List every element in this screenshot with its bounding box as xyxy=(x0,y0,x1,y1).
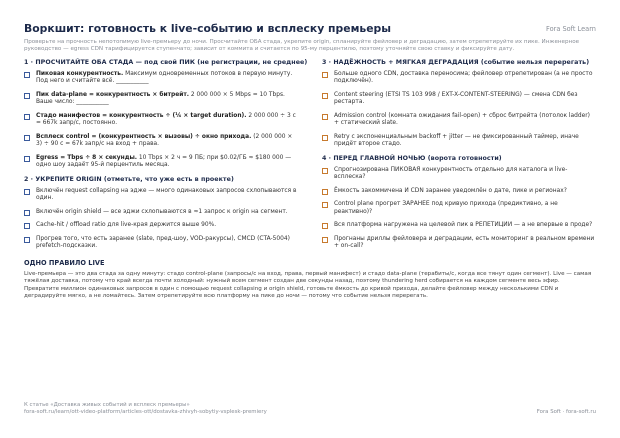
footer-brand: Fora Soft · fora-soft.ru xyxy=(536,409,596,415)
checklist-item xyxy=(322,92,596,107)
checkbox[interactable] xyxy=(322,114,328,120)
checklist-item-text xyxy=(36,71,298,86)
checklist-item-text xyxy=(334,167,596,182)
checklist-item-body: Включён request collapsing на эдже — много одинаковых запросов схлопываются в один. xyxy=(36,187,297,202)
checklist-item xyxy=(322,71,596,86)
checklist-item-body: Cache-hit / offload ratio для live-края держится выше 90%. xyxy=(36,222,217,229)
checklist-item-text xyxy=(36,222,216,230)
section-3-list xyxy=(322,71,596,149)
section-4-title: 4 · ПЕРЕД ГЛАВНОЙ НОЧЬЮ (ворота готовности) xyxy=(322,154,502,162)
checkbox[interactable] xyxy=(24,135,30,141)
page-title: Воркшит: готовность к live-событию и всплеску премьеры xyxy=(24,22,392,35)
section-2-list xyxy=(24,188,298,251)
checklist-item-lead: Пиковая конкурентность. xyxy=(36,70,124,77)
checklist-item xyxy=(24,188,298,203)
rule-text: Live-премьера — это два стада за одну минуту: стадо control-plane (запросы/с на вход, права, первый манифест) и стадо data-plane (терабиты/с, когда все тянут один сегмент). Live — самая тяжёлая доставка, потому что край всегда почти холодный: нужный всем сегмент создан две секунды назад, поэтому thundering herd собирается на каждом сегменте весь эфир. Превратите миллион одинаковых запросов в один с помощью request collapsing и origin shield, готовьте ёмкость до кривой прихода, делайте фейловер между несколькими CDN и деградируйте мягко, а не ломайтесь. Затем отрепетируйте всю платформу на пике до ночи — потому что событие нельзя перерегать. xyxy=(24,270,592,300)
checklist-item-text xyxy=(334,92,596,107)
section-1-title: 1 · ПРОСЧИТАЙТЕ ОБА СТАДА — под свой ПИК (не регистрации, не среднее) xyxy=(24,58,308,66)
checklist-item-text xyxy=(36,188,298,203)
checklist-item xyxy=(24,236,298,251)
checklist-item-text xyxy=(334,71,596,86)
checklist-item xyxy=(322,188,596,196)
checklist-item-body: 2 000 000 ÷ 3 с = 667k запр/с, постоянно. xyxy=(36,112,296,127)
checklist-item-body: Прогнаны дриллы фейловера и деградации, есть мониторинг в реальном времени + on-call? xyxy=(334,235,595,250)
checklist-item xyxy=(322,134,596,149)
left-column xyxy=(24,58,308,257)
checklist-item-lead: Всплеск control = (конкурентность × вызовы) ÷ окно прихода. xyxy=(36,133,252,140)
checklist-item xyxy=(322,222,596,230)
checkbox[interactable] xyxy=(322,72,328,78)
checkbox[interactable] xyxy=(24,114,30,120)
checklist-item xyxy=(322,113,596,128)
section-2-title: 2 · УКРЕПИТЕ ORIGIN (отметьте, что уже есть в проекте) xyxy=(24,175,234,183)
checkbox[interactable] xyxy=(322,135,328,141)
checkbox[interactable] xyxy=(24,189,30,195)
section-4-list xyxy=(322,167,596,251)
section-1-list xyxy=(24,71,298,170)
checklist-item-body: Content steering (ETSI TS 103 998 / EXT-X-CONTENT-STEERING) — смена CDN без рестарта. xyxy=(334,91,578,106)
checkbox[interactable] xyxy=(322,93,328,99)
right-column xyxy=(322,59,596,257)
checklist-item-body: Ёмкость закоммичена И CDN заранее уведомлён о дате, пике и регионах? xyxy=(334,187,567,194)
checklist-item-text xyxy=(334,188,567,196)
checklist-item xyxy=(24,92,298,107)
checklist-item-text xyxy=(36,209,288,217)
footer-article-link[interactable]: fora-soft.ru/learn/ott-video-platform/articles-ott/dostavka-zhivyh-sobytiy-vsplesk-premiery xyxy=(24,409,267,416)
checklist-item-body: Больше одного CDN, доставка переносима; фейловер отрепетирован (а не просто подключён). xyxy=(334,70,593,85)
checklist-item-text xyxy=(334,113,596,128)
checkbox[interactable] xyxy=(24,223,30,229)
checklist-item-lead: Пик data-plane = конкурентность × битрейт. xyxy=(36,91,190,98)
checklist-item-text xyxy=(36,236,298,251)
checklist-item xyxy=(24,134,298,149)
checkbox[interactable] xyxy=(24,156,30,162)
checkbox[interactable] xyxy=(322,223,328,229)
checklist-item xyxy=(24,155,298,170)
checkbox[interactable] xyxy=(24,237,30,243)
section-3-title: 3 · НАДЁЖНОСТЬ + МЯГКАЯ ДЕГРАДАЦИЯ (событие нельзя перерегать) xyxy=(322,58,590,66)
checklist-item-text xyxy=(36,92,298,107)
checklist-item-lead: Egress = Tbps ÷ 8 × секунды. xyxy=(36,154,138,161)
rule-title: ОДНО ПРАВИЛО LIVE xyxy=(24,258,105,267)
checkbox[interactable] xyxy=(322,189,328,195)
checklist-item-body: 2 000 000 × 5 Mbps = 10 Tbps. Ваше число: ___________ xyxy=(36,91,285,106)
checklist-item-body: Retry с экспоненциальным backoff + jitter — не фиксированный таймер, иначе придёт второе стадо. xyxy=(334,133,579,148)
checklist-item-lead: Стадо манифестов = конкурентность ÷ (¼ × target duration). xyxy=(36,112,247,119)
checklist-item xyxy=(24,222,298,230)
footer-article-label: К статье «Доставка живых событий и всплеск премьеры» xyxy=(24,402,190,408)
checkbox[interactable] xyxy=(322,237,328,243)
header xyxy=(24,22,596,54)
checklist-item-text xyxy=(36,113,298,128)
checklist-item-text xyxy=(334,222,592,230)
rule-block xyxy=(24,259,596,301)
intro-text: Проверьте на прочность непотопимую live-премьеру до ночи. Просчитайте ОБА стада, укрепите origin, спланируйте фейловер и деградацию, затем отрепетируйте их пике. Инженерное руководство — egress CDN тарифицируется ступенчато; зависит от коммита и считается по 95-му перцентилю, поэтому уточняйте свою ставку и фиксируйте дату. xyxy=(24,39,580,53)
checklist-item xyxy=(322,236,596,251)
checkbox[interactable] xyxy=(24,210,30,216)
brand-label: Fora Soft Learn xyxy=(546,25,596,33)
checklist-item xyxy=(24,71,298,86)
checklist-item-body: (2 000 000 × 3) ÷ 90 с = 67k запр/с на вход + права. xyxy=(36,133,293,148)
checklist-item xyxy=(322,167,596,182)
checklist-item xyxy=(24,113,298,128)
checklist-item-body: Максимум одновременных потоков в первую минуту. Под него и считайте всё. ___________ xyxy=(36,70,293,85)
checkbox[interactable] xyxy=(322,202,328,208)
checklist-item-body: Прогрев того, что есть заранее (slate, пред-шоу, VOD-ракурсы), CMCD (CTA-5004) prefetch-подсказки. xyxy=(36,235,290,250)
checklist-item xyxy=(24,209,298,217)
checklist-item-body: Control plane прогрет ЗАРАНЕЕ под кривую прихода (предиктивно, а не реактивно)? xyxy=(334,201,558,215)
checkbox[interactable] xyxy=(322,168,328,174)
checklist-item-body: Admission control (комната ожидания fail-open) + сброс битрейта (потолок ladder) + статический slate. xyxy=(334,112,590,127)
checklist-item-text xyxy=(334,201,596,216)
checklist-item-body: 10 Tbps × 2 ч = 9 ПБ; при $0.02/ГБ ≈ $180 000 — одно шоу задаёт 95-й перцентиль месяца. xyxy=(36,154,292,169)
checkbox[interactable] xyxy=(24,93,30,99)
checklist-item-text xyxy=(36,155,298,170)
checklist-item-text xyxy=(36,134,298,149)
checklist-item-body: Вся платформа нагружена на целевой пик в РЕПЕТИЦИИ — а не впервые в проде? xyxy=(334,222,593,229)
checkbox[interactable] xyxy=(24,72,30,78)
checklist-item-body: Включён origin shield — все эджи схлопываются в ≈1 запрос к origin на сегмент. xyxy=(36,208,288,215)
footer xyxy=(24,402,596,417)
checklist-item-text xyxy=(334,236,596,251)
columns xyxy=(24,59,596,257)
checklist-item-text xyxy=(334,134,596,149)
checklist-item xyxy=(322,201,596,216)
checklist-item-body: Спрогнозирована ПИКОВАЯ конкурентность отдельно для каталога и live-всплеска? xyxy=(334,166,568,181)
